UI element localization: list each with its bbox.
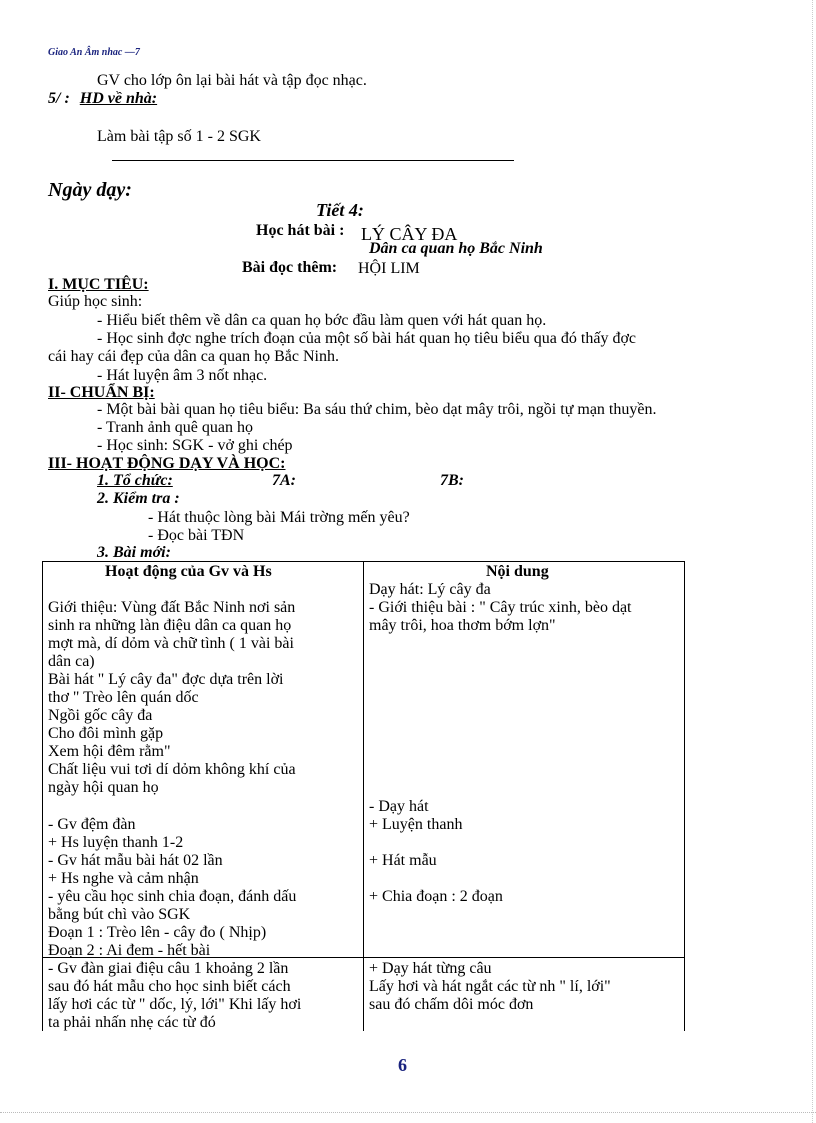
left-line: - Gv đàn giai điệu câu 1 khoảng 2 lần	[48, 960, 289, 977]
right-block-1	[369, 581, 632, 635]
section1-heading: I. MỤC TIÊU:	[48, 276, 149, 293]
left-line: Giới thiệu: Vùng đất Bắc Ninh nơi sản	[48, 599, 296, 616]
class-7a: 7A:	[272, 472, 296, 489]
left-line: Chất liệu vui tơi dí dỏm không khí của	[48, 761, 296, 778]
doc-them-title: HỘI LIM	[358, 260, 420, 277]
to-chuc-label	[97, 472, 173, 490]
right-hat-mau: + Hát mẫu	[369, 852, 437, 869]
review-line: GV cho lớp ôn lại bài hát và tập đọc nhạc.	[97, 72, 367, 89]
document-header: Giao An Âm nhac —7	[48, 47, 140, 58]
left-line: Ngồi gốc cây đa	[48, 707, 153, 724]
left-line: - Gv hát mẫu bài hát 02 lần	[48, 852, 223, 869]
left-line: lấy hơi các từ " dốc, lý, lới" Khi lấy hơi	[48, 996, 302, 1013]
tiet-title: Tiết 4:	[316, 200, 364, 220]
section1-item2b: cái hay cái đẹp của dân ca quan họ Bắc Ninh.	[48, 348, 339, 365]
section2-item1: - Một bài bài quan họ tiêu biểu: Ba sáu thứ chim, bèo dạt mây trôi, ngồi tự mạn thuyền.	[97, 401, 657, 418]
left-line: bằng bút chì vào SGK	[48, 906, 191, 923]
hd-heading	[48, 90, 157, 108]
table-middle-border	[363, 561, 364, 1031]
left-line: dân ca)	[48, 653, 95, 670]
left-line: ta phải nhấn nhẹ các từ đó	[48, 1014, 216, 1031]
right-line: + Dạy hát từng câu	[369, 960, 492, 977]
page-right-edge	[812, 0, 813, 1123]
right-line: mây trôi, hoa thơm bớm lợn"	[369, 617, 556, 634]
right-line: Dạy hát: Lý cây đa	[369, 581, 491, 598]
kiem-tra-label: 2. Kiểm tra :	[97, 490, 180, 507]
to-chuc-text: 1. Tổ chức:	[97, 472, 173, 489]
hoc-hat-label: Học hát bài :	[256, 222, 345, 239]
class-7b: 7B:	[440, 472, 464, 489]
bai-moi-label: 3. Bài mới:	[97, 544, 171, 561]
section2-heading: II- CHUẨN BỊ:	[48, 384, 155, 401]
left-line: mợt mà, dí dỏm và chữ tình ( 1 vài bài	[48, 635, 294, 652]
section2-item2: - Tranh ảnh quê quan họ	[97, 419, 253, 436]
table-left-border	[42, 561, 43, 1031]
left-line: + Hs nghe và cảm nhận	[48, 870, 199, 887]
page-number: 6	[398, 1055, 407, 1075]
right-block-3	[369, 960, 611, 1014]
section1-item2a: - Học sinh đợc nghe trích đoạn của một số bài hát quan họ tiêu biểu qua đó thấy đợc	[97, 330, 637, 347]
section3-heading: III- HOẠT ĐỘNG DẠY VÀ HỌC:	[48, 455, 286, 472]
right-luyen-thanh: + Luyện thanh	[369, 816, 463, 833]
left-line: sinh ra những làn điệu dân ca quan họ	[48, 617, 292, 634]
left-block-2	[48, 816, 296, 960]
section1-item1: - Hiểu biết thêm về dân ca quan họ bớc đầu làm quen với hát quan họ.	[97, 312, 547, 329]
section1-item3: - Hát luyện âm 3 nốt nhạc.	[97, 367, 268, 384]
left-block-3	[48, 960, 301, 1032]
left-line: Đoạn 2 : Ai đem - hết bài	[48, 942, 211, 959]
right-line: sau đó chấm dôi móc đơn	[369, 996, 534, 1013]
left-line: Xem hội đêm rằm"	[48, 743, 171, 760]
left-line: - yêu cầu học sinh chia đoạn, đánh dấu	[48, 888, 297, 905]
left-line: sau đó hát mẫu cho học sinh biết cách	[48, 978, 291, 995]
divider-line	[112, 160, 514, 161]
hd-number: 5/ :	[48, 90, 70, 107]
left-line: thơ " Trèo lên quán dốc	[48, 689, 199, 706]
left-line: + Hs luyện thanh 1-2	[48, 834, 184, 851]
left-block-1	[48, 599, 296, 797]
left-line: - Gv đệm đàn	[48, 816, 136, 833]
right-line: - Giới thiệu bài : " Cây trúc xinh, bèo dạt	[369, 599, 632, 616]
kiem-tra-item2: - Đọc bài TĐN	[148, 527, 245, 544]
right-day-hat: - Dạy hát	[369, 798, 429, 815]
section1-lead: Giúp học sinh:	[48, 293, 143, 310]
table-header-left: Hoạt động của Gv và Hs	[105, 563, 272, 580]
page-bottom-edge	[0, 1112, 816, 1113]
homework-line: Làm bài tập số 1 - 2 SGK	[97, 128, 261, 145]
right-line: Lấy hơi và hát ngắt các từ nh " lí, lới"	[369, 978, 611, 995]
hd-label: HD về nhà:	[79, 90, 158, 107]
kiem-tra-item1: - Hát thuộc lòng bài Mái trờng mến yêu?	[148, 509, 410, 526]
left-line: Bài hát " Lý cây đa" đợc dựa trên lời	[48, 671, 284, 688]
doc-them-label: Bài đọc thêm:	[242, 259, 338, 276]
left-line: Cho đôi mình gặp	[48, 725, 164, 742]
table-right-border	[684, 561, 685, 1031]
ngay-day-label: Ngày dạy:	[48, 179, 132, 201]
table-header-right: Nội dung	[486, 563, 549, 580]
song-subtitle: Dân ca quan họ Bắc Ninh	[369, 240, 543, 257]
left-line: Đoạn 1 : Trèo lên - cây đo ( Nhịp)	[48, 924, 267, 941]
left-line: ngày hội quan họ	[48, 779, 159, 796]
right-chia-doan: + Chia đoạn : 2 đoạn	[369, 888, 503, 905]
section2-item3: - Học sinh: SGK - vở ghi chép	[97, 437, 293, 454]
song-title: LÝ CÂY ĐA	[361, 224, 458, 244]
